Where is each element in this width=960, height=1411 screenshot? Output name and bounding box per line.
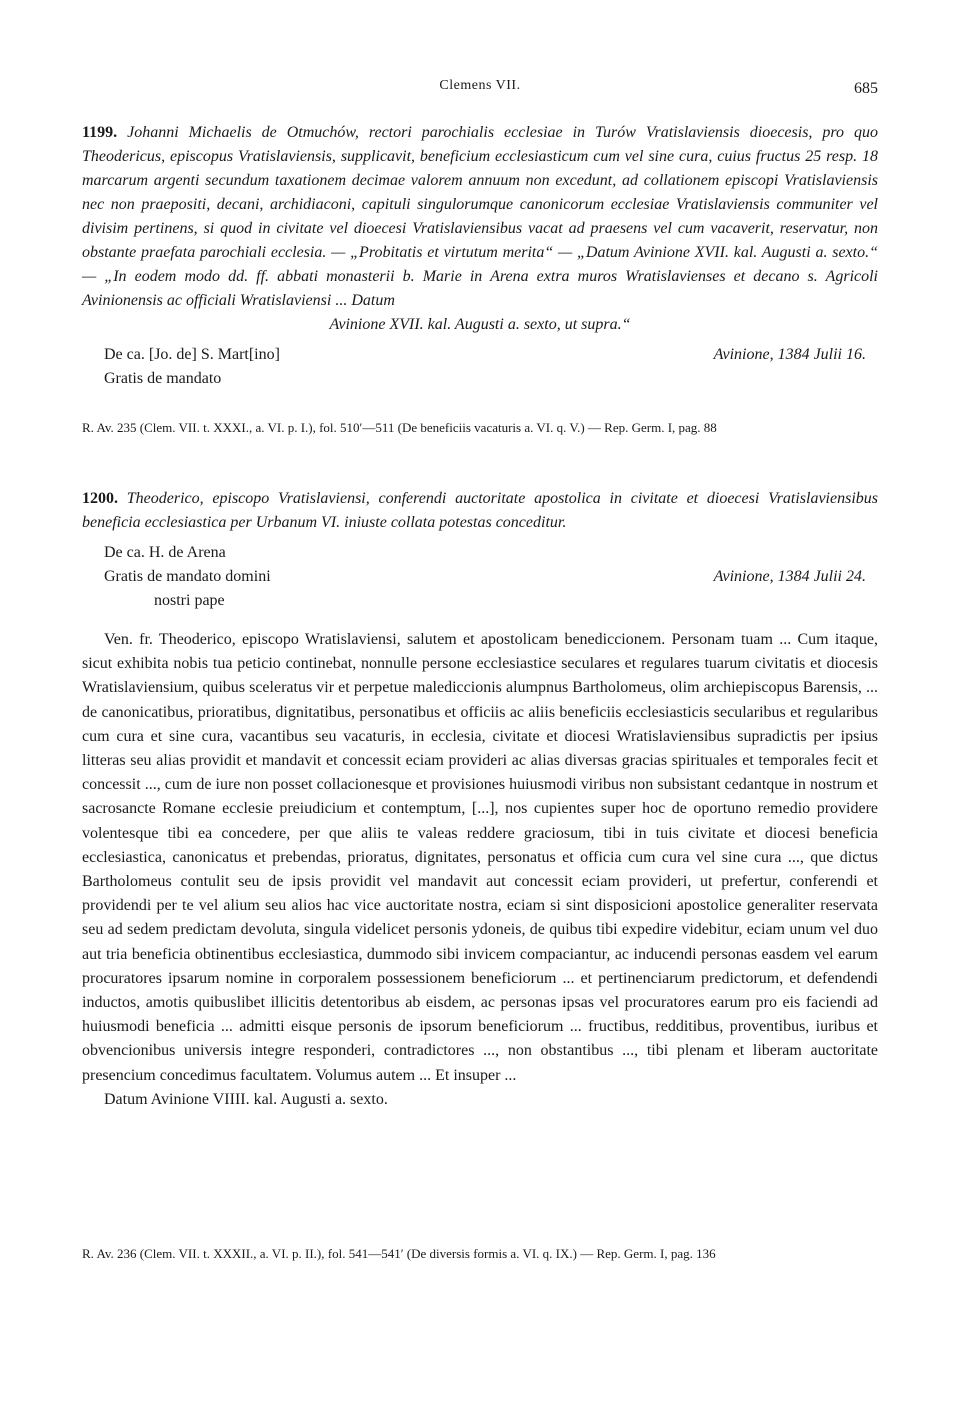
entry-1199-source-block — [82, 418, 878, 438]
running-head — [82, 76, 878, 100]
entry-1199-regest-end: Avinione XVII. kal. Augusti a. sexto, ut supra.“ — [329, 316, 631, 333]
place-date: Avinione, 1384 Julii 16. — [713, 346, 866, 363]
gratis-note: Gratis de mandato — [104, 370, 222, 387]
entry-1200-source-block — [82, 1244, 878, 1264]
page-number: 685 — [854, 80, 878, 97]
place-date: Avinione, 1384 Julii 24. — [713, 568, 866, 585]
chancery-note: De ca. [Jo. de] S. Mart[ino] — [104, 346, 280, 363]
entry-1200-source: R. Av. 236 (Clem. VII. t. XXXII., a. VI. p. II.), fol. 541—541′ (De diversis formis a. VI. q. IX.) — Rep. Germ. I, pag. 136 — [82, 1246, 716, 1261]
gratis-note-cont: nostri pape — [154, 592, 225, 609]
entry-1200-regest — [82, 487, 878, 535]
letter-datum: Datum Avinione VIIII. kal. Augusti a. sexto. — [104, 1090, 388, 1108]
entry-1200-notes — [82, 541, 878, 613]
entry-1199-number: 1199. — [82, 124, 118, 141]
running-head-title: Clemens VII. — [439, 78, 521, 93]
entry-1199-source: R. Av. 235 (Clem. VII. t. XXXI., a. VI. p. I.), fol. 510′—511 (De beneficiis vacaturis a. VI. q. V.) — Rep. Germ. I, pag. 88 — [82, 420, 717, 435]
entry-1199-notes — [82, 343, 878, 391]
entry-1199-regest-text: Johanni Michaelis de Otmuchów, rectori parochialis ecclesiae in Turów Vratislaviensis dioecesis, pro quo Theodericus, episcopus Vratislaviensis, supplicavit, beneficium ecclesiasticum cum vel sine cura, cuius fructus 25 resp. 18 marcarum argenti secundum taxationem decimae valorem annuum non excedunt, ad collationem episcopi Vratislaviensis nec non praepositi, decani, archidiaconi, capituli singulorumque canonicorum ecclesiae Vratislaviensis communiter vel divisim pertinens, si quod in civitate vel dioecesi Vratislaviensibus vacat ad praesens vel cum vacaverit, reservatur, non obstante praefata parochiali ecclesia. — „Probitatis et virtutum merita“ — „Datum Avinione XVII. kal. Augusti a. sexto.“ — „In eodem modo dd. ff. abbati monasterii b. Marie in Arena extra muros Wratislavienses et decano s. Agricoli Avinionensis ac officiali Wratislaviensi ... Datum — [82, 124, 878, 309]
entry-1200-regest-text: Theoderico, episcopo Vratislaviensi, conferendi auctoritate apostolica in civitate et dioecesi Vratislaviensibus beneficia ecclesiastica per Urbanum VI. iniuste collata potestas conceditur. — [82, 490, 878, 531]
chancery-note: De ca. H. de Arena — [104, 544, 226, 561]
entry-1200-text — [82, 628, 878, 1112]
entry-1199-regest — [82, 121, 878, 313]
entry-1200 — [82, 487, 878, 613]
entry-1200-number: 1200. — [82, 490, 118, 507]
entry-1199 — [82, 121, 878, 391]
gratis-note: Gratis de mandato domini — [104, 568, 271, 585]
letter-body: Ven. fr. Theoderico, episcopo Wratislaviensi, salutem et apostolicam benedicciοnem. Personam tuam ... Cum itaque, sicut exhibita nobis tua peticio continebat, nonnulle persone ecclesiastice seculares et regulares tuarum civitatis et diocesis Wratislaviensium, quibus sceleratus vir et perpetue malediccionis alumpnus Bartholomeus, olim archiepiscopus Barensis, ... de canonicatibus, prioratibus, dignitatibus, personatibus et officiis ac aliis beneficiis ecclesiasticis secularibus et regularibus cum cura et sine cura, vacantibus seu vacaturis, in ecclesia, civitate et diocesi Wratislaviensibus supradictis per ipsius litteras seu alias providit et mandavit et concessit eciam provideri ac alias diversas gracias spirituales et temporales fecit et concessit ..., cum de iure non posset collacionesque et provisiones huiusmodi viribus non subsistant cedantque in nostrum et sacrosancte Romane ecclesie preiudicium et contemptum, [...], nos cupientes super hoc de oportuno remedio providere volentesque tibi ea concedere, per que aliis te valeas reddere graciosum, tibi in tuis civitate et diocesi beneficia ecclesiastica, canonicatus et prebendas, prioratus, dignitates, personatus et officia cum cura vel sine cura ..., que dictus Bartholomeus contulit seu de ipsis providit vel mandavit aut concessit eciam provideri, ut prefertur, conferendi et providendi per te vel alium seu alios hac vice auctoritate nostra, eciam si sint disposicioni apostolice generaliter reservata seu ad sedem predictam devoluta, singula videlicet personis ydoneis, de quibus tibi expedire videbitur, eciam unum vel duo aut tria beneficia obtinentibus ecclesiastica, dummodo sibi invicem compaciantur, ac inducendi personas easdem vel earum procuratores ipsarum nomine in corporalem possessionem beneficiorum ... et pertinenciarum predictorum, et defendendi inductos, amotis quibuslibet illicitis detentoribus ab eisdem, ac personas ipsas vel procuratores earum pro eis faciendi ad huiusmodi beneficia ... admitti eisque personis de ipsorum beneficiorum ... fructibus, redditibus, proventibus, iuribus et obvencionibus universis integre responderi, contradictores ..., non obstantibus ..., tibi plenam et liberam auctoritate presencium concedimus facultatem. Volumus autem ... Et insuper ... — [82, 631, 878, 1084]
